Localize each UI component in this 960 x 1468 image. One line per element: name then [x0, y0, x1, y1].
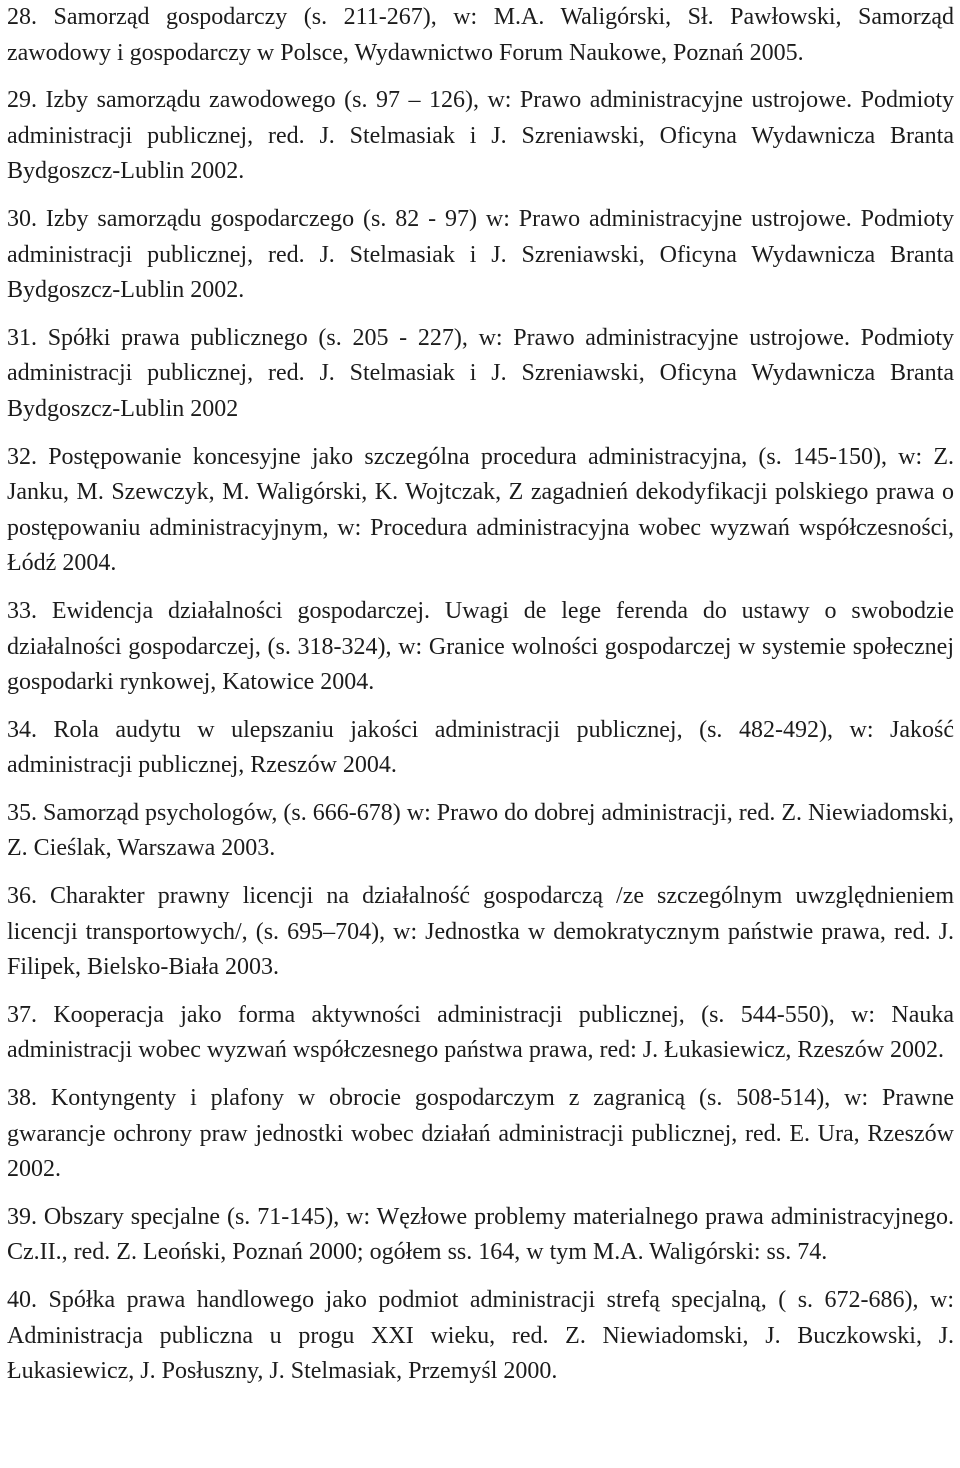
bibliography-entry-36: [7, 879, 954, 986]
entry-text: 29. Izby samorządu zawodowego (s. 97 – 126), w: Prawo administracyjne ustrojowe. Podmioty administracji publicznej, red. J. Stelmasiak i J. Szreniawski, Oficyna Wydawnicza Branta Bydgoszcz-Lublin 2002.: [7, 87, 954, 185]
bibliography-entry-30: [7, 202, 954, 309]
bibliography-entry-31: [7, 321, 954, 428]
bibliography-entry-35: [7, 796, 954, 867]
entry-text: 39. Obszary specjalne (s. 71-145), w: Węzłowe problemy materialnego prawa administracyjnego. Cz.II., red. Z. Leoński, Poznań 2000; ogółem ss. 164, w tym M.A. Waligórski: ss. 74.: [7, 1203, 954, 1266]
bibliography-entry-40: [7, 1283, 954, 1390]
bibliography-entry-33: [7, 594, 954, 701]
bibliography-entry-39: [7, 1200, 954, 1271]
entry-text: 38. Kontyngenty i plafony w obrocie gospodarczym z zagranicą (s. 508-514), w: Prawne gwarancje ochrony praw jednostki wobec działań administracji publicznej, red. E. Ura, Rzeszów 2002.: [7, 1085, 954, 1183]
bibliography-entry-38: [7, 1081, 954, 1188]
bibliography-entry-32: [7, 440, 954, 582]
bibliography-entry-29: [7, 83, 954, 190]
entry-text: 40. Spółka prawa handlowego jako podmiot administracji strefą specjalną, ( s. 672-686), w: Administracja publiczna u progu XXI wieku, red. Z. Niewiadomski, J. Buczkowski, J. Łukasiewicz, J. Posłuszny, J. Stelmasiak, Przemyśl 2000.: [7, 1287, 954, 1385]
entry-text: 32. Postępowanie koncesyjne jako szczególna procedura administracyjna, (s. 145-150), w: Z. Janku, M. Szewczyk, M. Waligórski, K. Wojtczak, Z zagadnień dekodyfikacji polskiego prawa o postępowaniu administracyjnym, w: Procedura administracyjna wobec wyzwań współczesności, Łódź 2004.: [7, 443, 954, 577]
bibliography-page: [7, 0, 954, 1390]
entry-text: 36. Charakter prawny licencji na działalność gospodarczą /ze szczególnym uwzględnieniem licencji transportowych/, (s. 695–704), w: Jednostka w demokratycznym państwie prawa, red. J. Filipek, Bielsko-Biała 2003.: [7, 883, 954, 981]
bibliography-entry-34: [7, 713, 954, 784]
entry-text: 31. Spółki prawa publicznego (s. 205 - 227), w: Prawo administracyjne ustrojowe. Podmioty administracji publicznej, red. J. Stelmasiak i J. Szreniawski, Oficyna Wydawnicza Branta Bydgoszcz-Lublin 2002: [7, 324, 954, 422]
entry-text: 37. Kooperacja jako forma aktywności administracji publicznej, (s. 544-550), w: Nauka administracji wobec wyzwań współczesnego państwa prawa, red: J. Łukasiewicz, Rzeszów 2002.: [7, 1001, 954, 1064]
entry-text: 33. Ewidencja działalności gospodarczej. Uwagi de lege ferenda do ustawy o swobodzie działalności gospodarczej, (s. 318-324), w: Granice wolności gospodarczej w systemie społecznej gospodarki rynkowej, Katowice 2004.: [7, 597, 954, 696]
entry-text: 28. Samorząd gospodarczy (s. 211-267), w: M.A. Waligórski, Sł. Pawłowski, Samorząd zawodowy i gospodarczy w Polsce, Wydawnictwo Forum Naukowe, Poznań 2005.: [7, 4, 954, 66]
bibliography-entry-37: [7, 998, 954, 1069]
entry-text: 34. Rola audytu w ulepszaniu jakości administracji publicznej, (s. 482-492), w: Jakość administracji publicznej, Rzeszów 2004.: [7, 716, 954, 779]
entry-text: 30. Izby samorządu gospodarczego (s. 82 - 97) w: Prawo administracyjne ustrojowe. Podmioty administracji publicznej, red. J. Stelmasiak i J. Szreniawski, Oficyna Wydawnicza Branta Bydgoszcz-Lublin 2002.: [7, 205, 954, 304]
entry-text: 35. Samorząd psychologów, (s. 666-678) w: Prawo do dobrej administracji, red. Z. Niewiadomski, Z. Cieślak, Warszawa 2003.: [7, 799, 954, 862]
bibliography-entry-28: [7, 0, 954, 71]
